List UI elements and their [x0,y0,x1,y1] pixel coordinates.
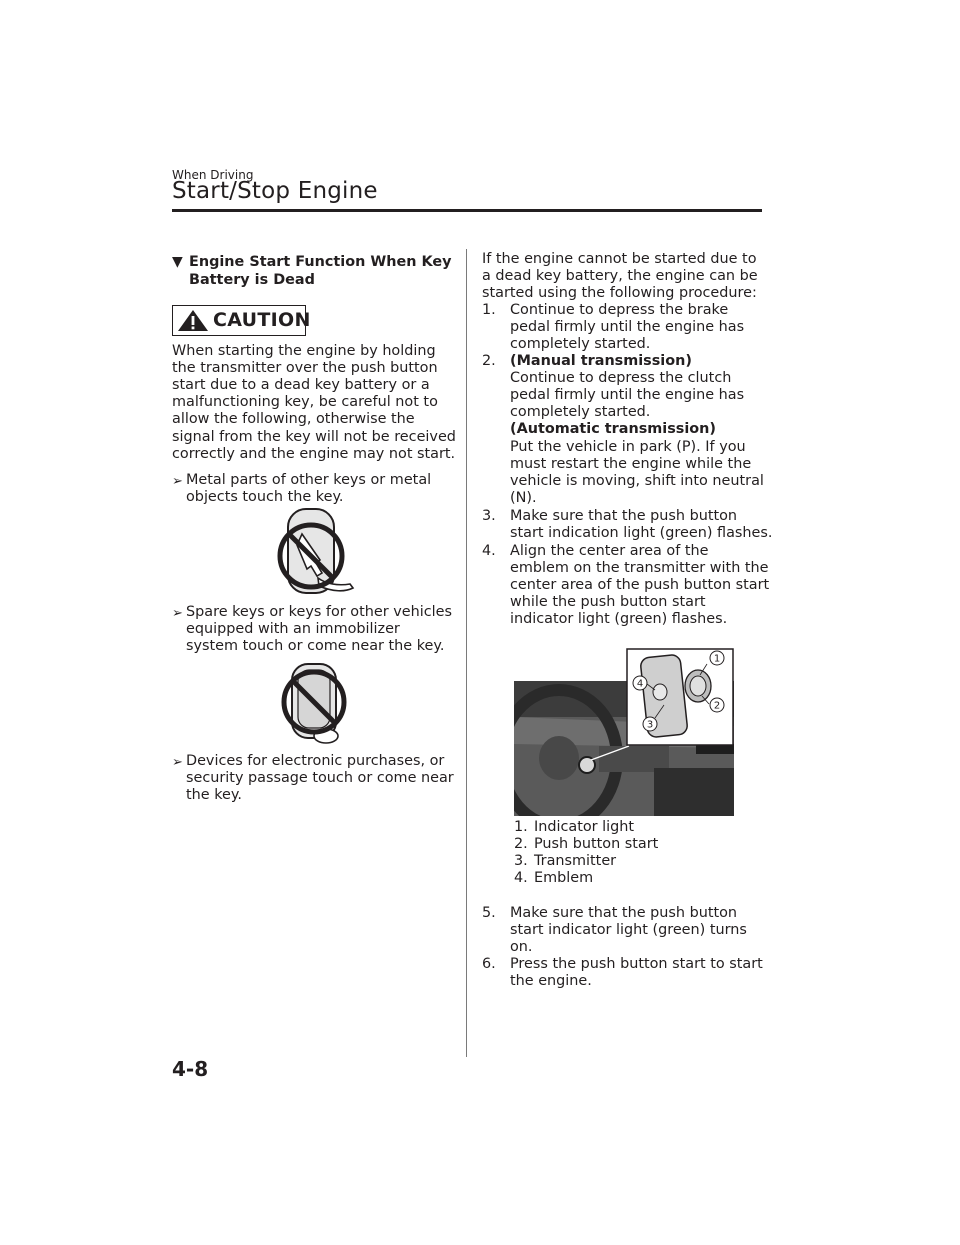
step-line: Make sure that the push button [510,508,738,524]
step-line: (N). [510,489,537,506]
step-line: while the push button start [510,594,706,611]
step-number: 4. [482,543,496,559]
subheading-line: Battery is Dead [189,271,315,288]
step-line: start indication light (green) flashes. [510,525,773,542]
caution-line: signal from the key will not be received [172,428,456,445]
legend-number: 2. [514,836,528,853]
triangle-down-icon: ▼ [172,254,183,270]
spare-key-prohibited-illustration [276,660,354,748]
bullet-line: security passage touch or come near [186,770,454,787]
step-line: on. [510,939,533,956]
step-5 [482,905,772,960]
caution-box [172,305,311,336]
step-4 [482,543,772,633]
section-label: When Driving [172,168,254,182]
intro-line: started using the following procedure: [482,285,757,302]
intro-paragraph [482,251,772,306]
automatic-transmission-heading: (Automatic transmission) [510,421,716,438]
step-line: vehicle is moving, shift into neutral [510,472,764,489]
page-number: 4-8 [172,1057,209,1081]
step-line: start indicator light (green) turns [510,922,747,939]
step-number: 1. [482,302,496,318]
callout-4: 4 [636,678,644,690]
key-metal-prohibited-illustration [274,506,356,600]
bullet-arrow-icon: ➢ [172,755,183,770]
caution-line: the transmitter over the push button [172,360,438,377]
step-line: Make sure that the push button [510,905,738,921]
callout-1: 1 [713,653,721,665]
step-line: the engine. [510,973,592,990]
subheading-line: Engine Start Function When Key [189,254,452,270]
column-divider [466,249,467,1057]
dashboard-push-button-illustration [514,648,734,816]
bullet-line: Spare keys or keys for other vehicles [186,604,452,620]
intro-line: a dead key battery, the engine can be [482,268,758,285]
bullet-arrow-icon: ➢ [172,474,183,489]
bullet-line: equipped with an immobilizer [186,621,400,638]
bullet-item [172,472,462,508]
legend-text: Emblem [534,870,594,887]
caution-body [172,343,462,468]
legend-number: 4. [514,870,528,887]
bullet-item [172,604,462,659]
step-line: Put the vehicle in park (P). If you [510,438,746,455]
step-number: 3. [482,508,496,524]
step-line: Continue to depress the clutch [510,370,732,387]
step-6 [482,956,772,994]
legend-text: Indicator light [534,819,635,835]
step-line: pedal firmly until the engine has [510,319,745,336]
step-line: indicator light (green) flashes. [510,611,728,628]
step-line: Continue to depress the brake [510,302,729,318]
bullet-line: objects touch the key. [186,489,344,506]
caution-line: allow the following, otherwise the [172,411,415,428]
bullet-arrow-icon: ➢ [172,606,183,621]
step-line: Align the center area of the [510,543,709,559]
bullet-line: Metal parts of other keys or metal [186,472,432,488]
caution-line: When starting the engine by holding [172,343,436,359]
warning-icon [177,309,209,332]
bullet-line: Devices for electronic purchases, or [186,753,445,769]
step-line: completely started. [510,404,651,421]
legend-text: Transmitter [534,853,617,870]
step-line: completely started. [510,336,651,353]
step-number: 2. [482,353,496,369]
step-line: center area of the push button start [510,577,770,594]
legend-number: 1. [514,819,528,835]
bullet-item [172,753,462,808]
step-number: 5. [482,905,496,921]
manual-transmission-heading: (Manual transmission) [510,353,692,369]
caution-line: malfunctioning key, be careful not to [172,394,438,411]
step-2 [482,353,772,513]
figure-legend [514,819,714,891]
page-title: Start/Stop Engine [172,178,378,204]
header-rule [172,209,762,212]
bullet-line: the key. [186,787,242,804]
step-line: Press the push button start to start [510,956,763,972]
step-number: 6. [482,956,496,972]
legend-text: Push button start [534,836,659,853]
callout-2: 2 [713,700,721,712]
caution-label: CAUTION [213,309,311,331]
intro-line: If the engine cannot be started due to [482,251,757,267]
legend-number: 3. [514,853,528,870]
step-line: pedal firmly until the engine has [510,387,745,404]
step-line: emblem on the transmitter with the [510,560,769,577]
callout-3: 3 [646,719,654,731]
caution-line: start due to a dead key battery or a [172,377,430,394]
step-line: must restart the engine while the [510,455,752,472]
step-1 [482,302,772,357]
caution-line: correctly and the engine may not start. [172,445,456,462]
bullet-line: system touch or come near the key. [186,638,445,655]
step-3 [482,508,772,546]
